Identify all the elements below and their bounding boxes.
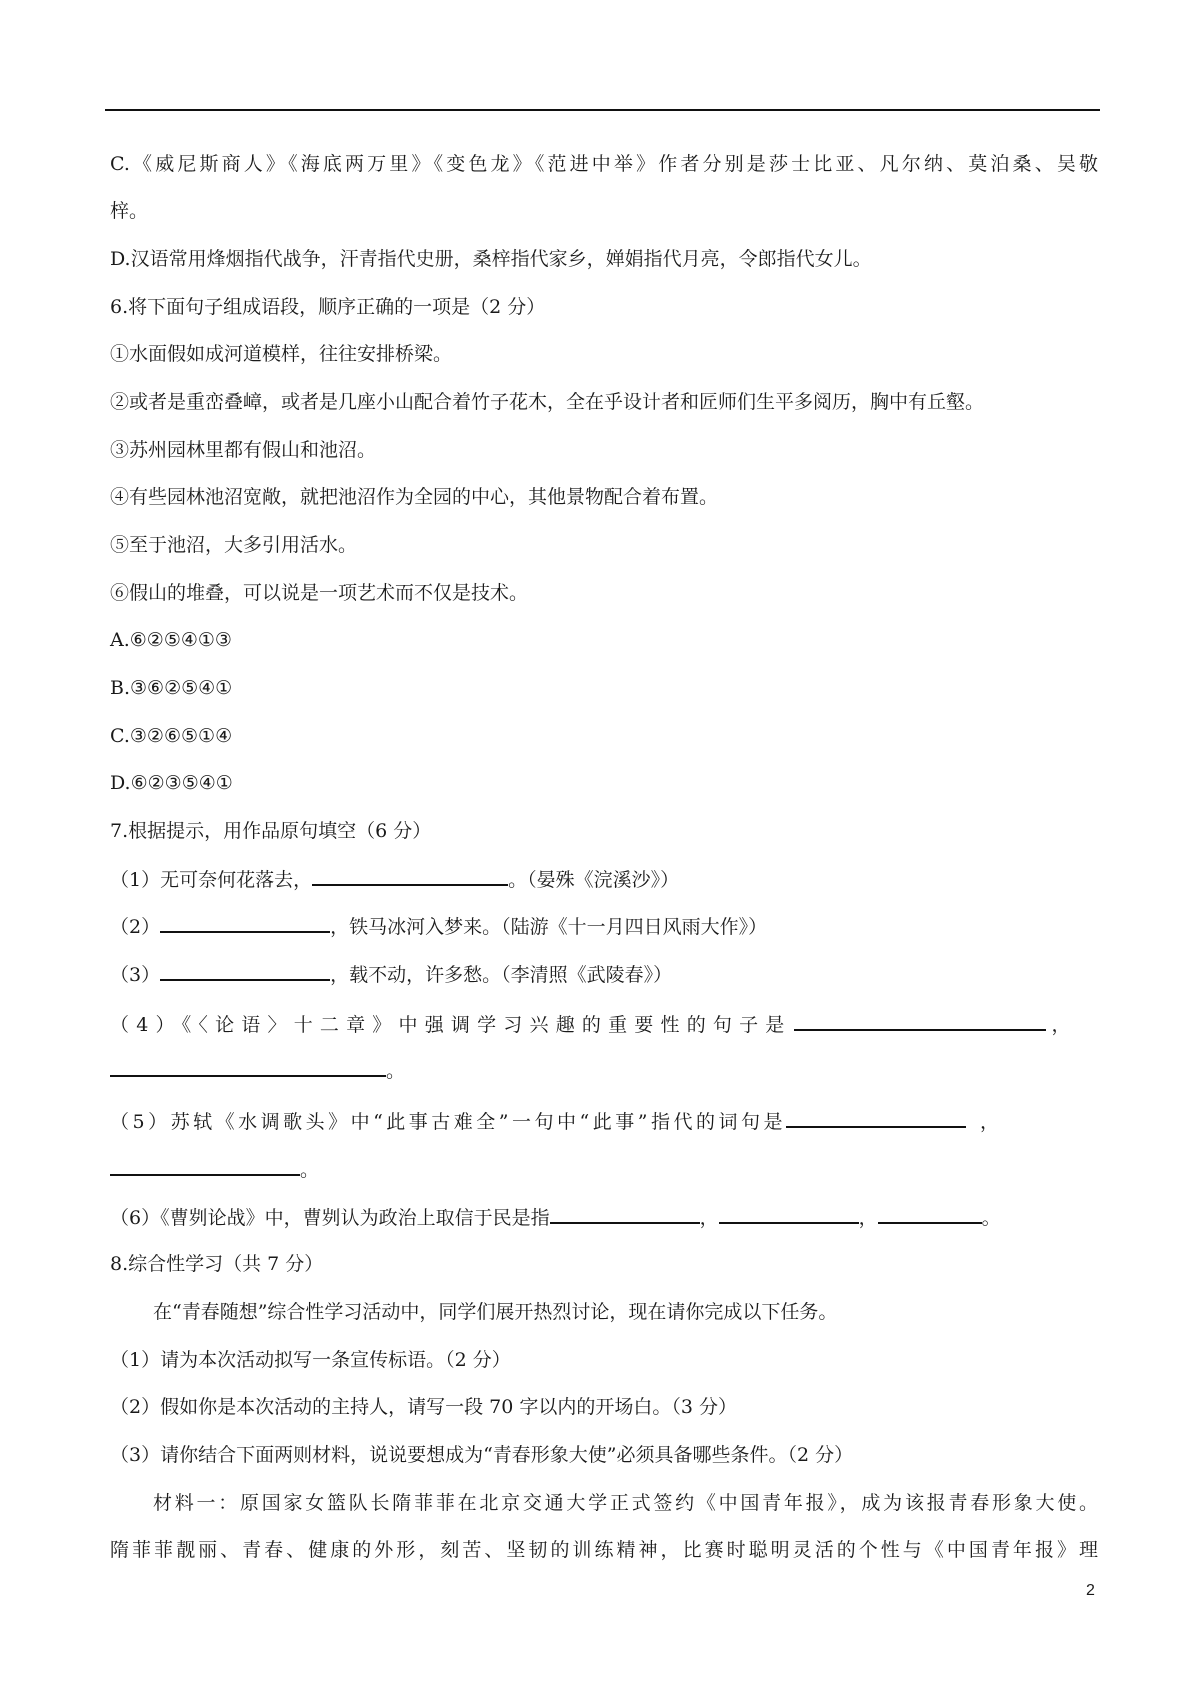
answer-blank[interactable] [110, 1057, 386, 1077]
fill-item-6-prompt: （6）《曹刿论战》中，曹刿认为政治上取信于民是指 [110, 1207, 550, 1229]
answer-blank[interactable] [110, 1156, 300, 1176]
fill-item-6-comma-1: ， [699, 1207, 719, 1229]
fill-item-3-prompt: （3） [110, 964, 161, 986]
answer-blank[interactable] [719, 1204, 859, 1224]
fill-item-5-continuation [110, 1156, 319, 1183]
answer-blank[interactable] [794, 1011, 1046, 1031]
answer-blank[interactable] [312, 866, 508, 886]
fill-item-2-source: ，铁马冰河入梦来。（陆游《十一月四日风雨大作》） [330, 916, 768, 938]
answer-blank[interactable] [878, 1204, 982, 1224]
fill-item-3-source: ，载不动，许多愁。（李清照《武陵春》） [330, 964, 673, 986]
page-number: 2 [1086, 1582, 1095, 1599]
sentence-6: ⑥假山的堆叠，可以说是一项艺术而不仅是技术。 [110, 582, 529, 604]
fill-item-6-comma-2: ， [858, 1207, 878, 1229]
sentence-4: ④有些园林池沼宽敞，就把池沼作为全园的中心，其他景物配合着布置。 [110, 486, 719, 508]
choice-a: A.⑥②⑤④①③ [110, 629, 232, 651]
question-7-title: 7.根据提示，用作品原句填空（6 分） [110, 820, 432, 842]
fill-item-6-end: 。 [981, 1207, 1001, 1229]
material-1-line-1: 材料一：原国家女篮队长隋菲菲在北京交通大学正式签约《中国青年报》，成为该报青春形象大使。 [153, 1492, 1098, 1514]
fill-item-1 [110, 866, 679, 893]
fill-item-5 [110, 1108, 1002, 1135]
option-c-line-2: 梓。 [110, 200, 149, 222]
fill-item-4 [110, 1011, 1078, 1038]
sentence-1: ①水面假如成河道模样，往往安排桥梁。 [110, 343, 453, 365]
answer-blank[interactable] [786, 1108, 966, 1128]
fill-item-3 [110, 961, 672, 988]
question-8-title: 8.综合性学习（共 7 分） [110, 1253, 324, 1275]
fill-item-4-end: 。 [386, 1060, 406, 1082]
task-3: （3）请你结合下面两则材料，说说要想成为“青春形象大使”必须具备哪些条件。（2 分） [110, 1444, 854, 1466]
fill-item-1-prompt: （1）无可奈何花落去， [110, 869, 313, 891]
option-d-text: D.汉语常用烽烟指代战争，汗青指代史册，桑梓指代家乡，婵娟指代月亮，令郎指代女儿。 [110, 248, 872, 270]
fill-item-4-prompt: （4）《〈论语〉十二章》中强调学习兴趣的重要性的句子是 [110, 1014, 792, 1036]
sentence-5: ⑤至于池沼，大多引用活水。 [110, 534, 358, 556]
fill-item-2 [110, 913, 767, 940]
fill-item-5-prompt: （5）苏轼《水调歌头》中“此事古难全”一句中“此事”指代的词句是 [110, 1111, 786, 1133]
answer-blank[interactable] [160, 961, 330, 981]
material-1-line-2: 隋菲菲靓丽、青春、健康的外形，刻苦、坚韧的训练精神，比赛时聪明灵活的个性与《中国青年报》理 [110, 1539, 1098, 1561]
task-1: （1）请为本次活动拟写一条宣传标语。（2 分） [110, 1349, 511, 1371]
question-8-intro: 在“青春随想”综合性学习活动中，同学们展开热烈讨论，现在请你完成以下任务。 [153, 1301, 838, 1323]
sentence-2: ②或者是重峦叠嶂，或者是几座小山配合着竹子花木，全在乎设计者和匠师们生平多阅历，胸中有丘壑。 [110, 391, 985, 413]
option-c-line-1: C.《威尼斯商人》《海底两万里》《变色龙》《范进中举》作者分别是莎士比亚、凡尔纳、莫泊桑、吴敬 [110, 153, 1098, 175]
sentence-3: ③苏州园林里都有假山和池沼。 [110, 439, 377, 461]
choice-d: D.⑥②③⑤④① [110, 772, 233, 794]
fill-item-2-prompt: （2） [110, 916, 161, 938]
choice-b: B.③⑥②⑤④① [110, 677, 233, 699]
answer-blank[interactable] [550, 1204, 700, 1224]
fill-item-6 [110, 1204, 1001, 1231]
fill-item-5-comma: ， [979, 1111, 1003, 1133]
header-rule [105, 109, 1100, 111]
fill-item-4-comma: ， [1051, 1014, 1078, 1036]
question-6-title: 6.将下面句子组成语段，顺序正确的一项是（2 分） [110, 296, 546, 318]
answer-blank[interactable] [160, 913, 330, 933]
task-2: （2）假如你是本次活动的主持人，请写一段 70 字以内的开场白。（3 分） [110, 1396, 737, 1418]
fill-item-5-end: 。 [300, 1159, 320, 1181]
choice-c: C.③②⑥⑤①④ [110, 725, 233, 747]
fill-item-4-continuation [110, 1057, 405, 1084]
fill-item-1-source: 。（晏殊《浣溪沙》） [508, 869, 680, 891]
